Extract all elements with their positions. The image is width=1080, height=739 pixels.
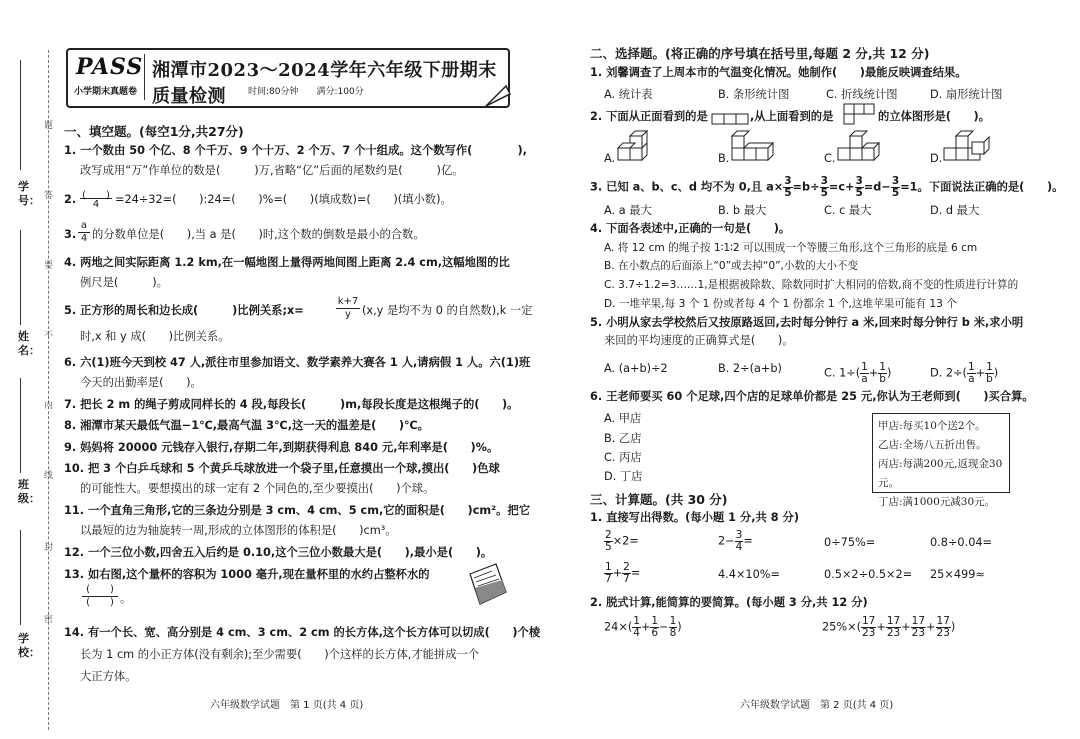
calc-q2-prefix: 25%×( [822, 620, 861, 634]
calc-q2-item-1[interactable]: 24×( $\frac{1}{4}$ + $\frac{1}{6}$ − $\frac{1}{8}$ ) [604, 615, 682, 639]
q13-fraction-blank[interactable]: ( ) ( ) [82, 584, 118, 609]
fraction: $\frac{2}{5}$ [605, 529, 612, 553]
calc-item-text: 2− [718, 534, 735, 548]
exam-title: 湘潭市2023～2024学年六年级下册期末质量检测 [152, 60, 497, 107]
frac-denominator: 5 [891, 187, 900, 199]
choice-q3-option-d[interactable]: D. d 最大 [930, 204, 980, 217]
header-divider [144, 54, 145, 100]
choice-q3-part: =c+ [828, 180, 855, 194]
choice-q6-option-d[interactable]: D. 丁店 [604, 470, 643, 483]
class-line [20, 378, 22, 473]
choice-q2b: ,从上面看到的是 [750, 110, 834, 123]
front-view-icon [712, 106, 748, 124]
choice-q3-part: =d− [863, 180, 891, 194]
q3-fraction [78, 220, 90, 245]
calc-item-3[interactable]: 0÷75%= [824, 536, 876, 549]
choice-q5-option-c[interactable]: C. 1÷( $\frac{1}{a}$ + $\frac{1}{b}$ ) [824, 361, 892, 385]
fraction: $\frac{1}{7}$ [605, 561, 612, 585]
calc-item-1[interactable] [604, 530, 639, 553]
choice-q2-option-b[interactable]: B. [718, 152, 730, 165]
fraction: $\frac{3}{4}$ [735, 529, 743, 553]
question-6a: 6. 六(1)班今天到校 47 人,派往市里参加语文、数学素养大赛各 1 人,请病假 1 人。六(1)班 [64, 356, 531, 369]
choice-q5-option-d[interactable]: D. 2÷( $\frac{1}{a}$ + $\frac{1}{b}$ ) [930, 361, 999, 385]
q5-numerator: k+7 [337, 296, 359, 307]
page-1-footer: 六年级数学试题 第 1 页(共 4 页) [210, 700, 364, 711]
calc-q2-prefix: 24×( [604, 620, 633, 634]
page-2-footer: 六年级数学试题 第 2 页(共 4 页) [740, 700, 894, 711]
question-14c: 大正方体。 [80, 670, 137, 683]
question-7: 7. 把长 2 m 的绳子剪成同样长的 4 段,每段长( )m,每段长度是这根绳子的( )。 [64, 398, 519, 411]
choice-q5-option-a[interactable]: A. (a+b)÷2 [604, 362, 668, 375]
choice-q3-part: =b÷ [792, 180, 820, 194]
choice-q6-option-b[interactable]: B. 乙店 [604, 432, 642, 445]
question-5c: (x,y 是均不为 0 的自然数),k 一定 [362, 304, 533, 317]
question-3-label: 3. [64, 228, 77, 241]
choice-q2-option-d[interactable]: D. [930, 152, 943, 165]
choice-q4-option-b[interactable]: B. 在小数点的后面添上“0”或去掉“0”,小数的大小不变 [604, 260, 859, 272]
fraction: $\frac{1}{8}$ [669, 615, 677, 639]
cube-figure-c-icon [838, 134, 888, 164]
seal-char: 封 [44, 543, 54, 553]
frac-numerator: 3 [784, 175, 792, 187]
calc-item-text: ×2= [612, 534, 639, 548]
question-14a: 14. 有一个长、宽、高分别是 4 cm、3 cm、2 cm 的长方体,这个长方体可以切成( )个棱 [64, 626, 541, 639]
choice-q2-option-a[interactable]: A. [604, 152, 616, 165]
choice-q4-option-a[interactable]: A. 将 12 cm 的绳子按 1∶1∶2 可以围成一个等腰三角形,这个三角形的底是 6 cm [604, 242, 978, 254]
question-10b: 的可能性大。要想摸出的球一定有 2 个同色的,至少要摸出( )个球。 [80, 482, 435, 495]
calc-q1: 1. 直接写出得数。(每小题 1 分,共 8 分) [590, 511, 800, 524]
choice-q1-option-c[interactable]: C. 折线统计图 [826, 88, 898, 101]
question-11a: 11. 一个直角三角形,它的三条边分别是 3 cm、4 cm、5 cm,它的面积是( )cm²。把它 [64, 504, 531, 517]
q5-fraction [336, 296, 360, 321]
store-offers-table [872, 413, 1010, 508]
q3-numerator: a [78, 220, 90, 233]
choice-q3-part: =1。下面说法正确的是( )。 [900, 180, 1064, 194]
choice-q1: 1. 刘馨调查了上周本市的气温变化情况。她制作( )最能反映调查结果。 [590, 66, 967, 79]
seal-char: 线 [44, 471, 54, 481]
class-label: 班级： [18, 478, 40, 505]
choice-q4: 4. 下面各表述中,正确的一句是( )。 [590, 222, 791, 235]
question-5b: 时,x 和 y 成( )比例关系。 [80, 330, 230, 343]
choice-q6-option-a[interactable]: A. 甲店 [604, 412, 642, 425]
choice-q3-option-b[interactable]: B. b 最大 [718, 204, 767, 217]
exam-score: 满分:100分 [316, 87, 364, 97]
q5-denominator: y [345, 309, 351, 320]
calc-q2: 2. 脱式计算,能简算的要简算。(每小题 3 分,共 12 分) [590, 596, 868, 609]
store-offer-row: 甲店:每买10个送2个。 [878, 420, 986, 432]
fraction-three-fifths [783, 176, 792, 199]
calc-item-8[interactable]: 25×499≈ [930, 568, 985, 581]
seal-char: 要 [44, 261, 54, 271]
section-calculation: 三、计算题。(共 30 分) [590, 492, 728, 507]
store-offer-row: 丙店:每满200元,返现金30元。 [878, 458, 1003, 489]
calc-item-7[interactable]: 0.5×2÷0.5×2= [824, 568, 913, 581]
choice-q6: 6. 王老师要买 60 个足球,四个店的足球单价都是 25 元,你认为王老师到( )买合算。 [590, 390, 1034, 403]
calc-item-2[interactable]: 2− $\frac{3}{4}$ = [718, 529, 753, 553]
fraction: $\frac{2}{7}$ [623, 561, 630, 585]
seal-char: 题 [44, 121, 54, 131]
choice-q2c: 的立体图形是( )。 [878, 110, 990, 123]
option-d-text: D. 2÷( [930, 366, 967, 380]
store-offer-row: 丁店:满1000元减30元。 [878, 496, 996, 508]
question-12: 12. 一个三位小数,四舍五入后约是 0.10,这个三位小数最大是( ),最小是( )。 [64, 546, 493, 559]
measuring-cup-icon [466, 562, 510, 606]
name-label: 姓名： [18, 330, 40, 357]
choice-q2-option-c[interactable]: C. [824, 152, 836, 165]
q2-fraction-denominator: 4 [92, 199, 100, 210]
calc-q2-item-2[interactable]: 25%×( $\frac{17}{23}$ + $\frac{17}{23}$ + $\frac{17}{23}$ + $\frac{17}{23}$ ) [822, 615, 956, 639]
q2-fraction [80, 186, 112, 210]
one-over-a: $\frac{1}{a}$ [861, 361, 868, 385]
q2-fraction-numerator: ( ) [80, 186, 112, 199]
store-offer-row: 乙店:全场八五折出售。 [878, 439, 987, 451]
school-label: 学校： [18, 632, 40, 659]
one-over-b: $\frac{1}{b}$ [879, 361, 886, 385]
page-curl-icon [486, 84, 512, 108]
seal-char: 不 [44, 331, 54, 341]
brand-subtitle: 小学期末真题卷 [74, 87, 138, 97]
choice-q3-option-c[interactable]: C. c 最大 [824, 204, 872, 217]
frac-numerator: 3 [891, 175, 900, 187]
one-over-a: $\frac{1}{a}$ [967, 361, 975, 385]
fraction: $\frac{17}{23}$ [886, 615, 901, 639]
choice-q5a: 5. 小明从家去学校然后又按原路返回,去时每分钟行 a 米,回来时每分钟行 b 米,求小明 [590, 316, 1024, 329]
choice-q4-option-d[interactable]: D. 一堆苹果,每 3 个 1 份或者每 4 个 1 份都余 1 个,这堆苹果可能有 13 个 [604, 298, 957, 310]
question-13: 13. 如右图,这个量杯的容积为 1000 毫升,现在量杯里的水约占整杯水的 [64, 568, 430, 581]
fraction-three-fifths [855, 176, 864, 199]
q3-denominator: 4 [80, 233, 88, 244]
option-c-text: C. 1÷( [824, 366, 861, 380]
frac-numerator: 3 [820, 175, 828, 187]
exam-time: 时间:80分钟 [248, 87, 299, 97]
choice-q5b: 来回的平均速度的正确算式是( )。 [604, 334, 794, 347]
seal-char: 密 [44, 615, 54, 625]
question-2-label: 2. [64, 193, 77, 206]
question-4b: 例尺是( )。 [80, 276, 168, 289]
choice-q5-option-b[interactable]: B. 2÷(a+b) [718, 362, 782, 375]
choice-q1-option-a[interactable]: A. 统计表 [604, 88, 653, 101]
exam-info [248, 84, 364, 97]
frac-denominator: 5 [855, 187, 863, 199]
student-id-label: 学号： [18, 180, 40, 207]
question-1b: 改写成用“万”作单位的数是( )万,省略“亿”后面的尾数约是( )亿。 [80, 164, 464, 177]
section-fill-blank: 一、填空题。(每空1分,共27分) [64, 124, 244, 139]
choice-q1-option-b[interactable]: B. 条形统计图 [718, 88, 790, 101]
question-2: =24÷32=( ):24=( )%=( )(填成数)=( )(填小数)。 [115, 193, 452, 206]
school-line [20, 530, 22, 625]
exam-header [66, 48, 510, 108]
frac-denominator: 5 [820, 187, 828, 199]
q13-period: 。 [120, 592, 132, 605]
section-choice: 二、选择题。(将正确的序号填在括号里,每题 2 分,共 12 分) [590, 46, 930, 61]
student-id-line [20, 60, 22, 170]
seal-char: 内 [44, 401, 54, 411]
question-1a: 1. 一个数由 50 个亿、8 个千万、9 个十万、2 个万、7 个十组成。这个数写作( ), [64, 144, 527, 157]
cube-figure-d-icon [944, 134, 998, 164]
top-view-icon [844, 104, 874, 124]
question-9: 9. 妈妈将 20000 元钱存入银行,存期二年,到期获得利息 840 元,年利率是( )%。 [64, 441, 499, 454]
fraction-three-fifths [891, 176, 900, 199]
question-14b: 长为 1 cm 的小正方体(没有剩余);至少需要( )个这样的长方体,才能拼成一个 [80, 648, 480, 661]
question-5a: 5. 正方形的周长和边长成( )比例关系;x= [64, 304, 304, 317]
fraction: $\frac{17}{23}$ [861, 615, 876, 639]
choice-q6-option-c[interactable]: C. 丙店 [604, 451, 642, 464]
brand-logo: PASS [76, 54, 144, 80]
fraction: $\frac{1}{4}$ [633, 615, 640, 639]
choice-q4-option-c[interactable]: C. 3.7÷1.2=3……1,是根据被除数、除数同时扩大相同的倍数,商不变的性质进行计算的 [604, 279, 1019, 291]
calc-item-6[interactable]: 4.4×10%= [718, 568, 781, 581]
frac-denominator: 5 [784, 187, 792, 199]
fraction: $\frac{17}{23}$ [936, 615, 950, 639]
name-line [20, 230, 22, 325]
fraction-three-fifths [820, 176, 829, 199]
question-6b: 今天的出勤率是( )。 [80, 376, 202, 389]
question-10a: 10. 把 3 个白乒乓球和 5 个黄乒乓球放进一个袋子里,任意摸出一个球,摸出( )色球 [64, 462, 500, 475]
question-3: 的分数单位是( ),当 a 是( )时,这个数的倒数是最小的合数。 [92, 228, 425, 241]
frac-numerator: 3 [855, 175, 863, 187]
choice-q3 [590, 176, 1063, 199]
question-4a: 4. 两地之间实际距离 1.2 km,在一幅地图上量得两地间图上距离 2.4 cm,这幅地图的比 [64, 256, 510, 269]
calc-item-5[interactable]: $\frac{1}{7}$ + $\frac{2}{7}$ = [605, 561, 641, 585]
choice-q1-option-d[interactable]: D. 扇形统计图 [930, 88, 1003, 101]
calc-item-4[interactable]: 0.8÷0.04= [930, 536, 993, 549]
seal-line [48, 50, 50, 730]
one-over-b: $\frac{1}{b}$ [986, 361, 993, 385]
seal-char: 答 [44, 191, 54, 201]
choice-q3-part: 3. 已知 a、b、c、d 均不为 0,且 a× [590, 180, 784, 194]
binding-margin [0, 0, 60, 739]
fraction: $\frac{17}{23}$ [911, 615, 926, 639]
choice-q2a: 2. 下面从正面看到的是 [590, 110, 708, 123]
fraction: $\frac{1}{6}$ [651, 615, 659, 639]
choice-q3-option-a[interactable]: A. a 最大 [604, 204, 652, 217]
cube-figure-b-icon [732, 134, 782, 164]
cube-figure-a-icon [618, 134, 662, 164]
question-8: 8. 湘潭市某天最低气温−1℃,最高气温 3℃,这一天的温差是( )℃。 [64, 419, 429, 432]
question-11b: 以最短的边为轴旋转一周,形成的立体图形的体积是( )cm³。 [80, 524, 397, 537]
calc-item-text: + [612, 566, 623, 580]
